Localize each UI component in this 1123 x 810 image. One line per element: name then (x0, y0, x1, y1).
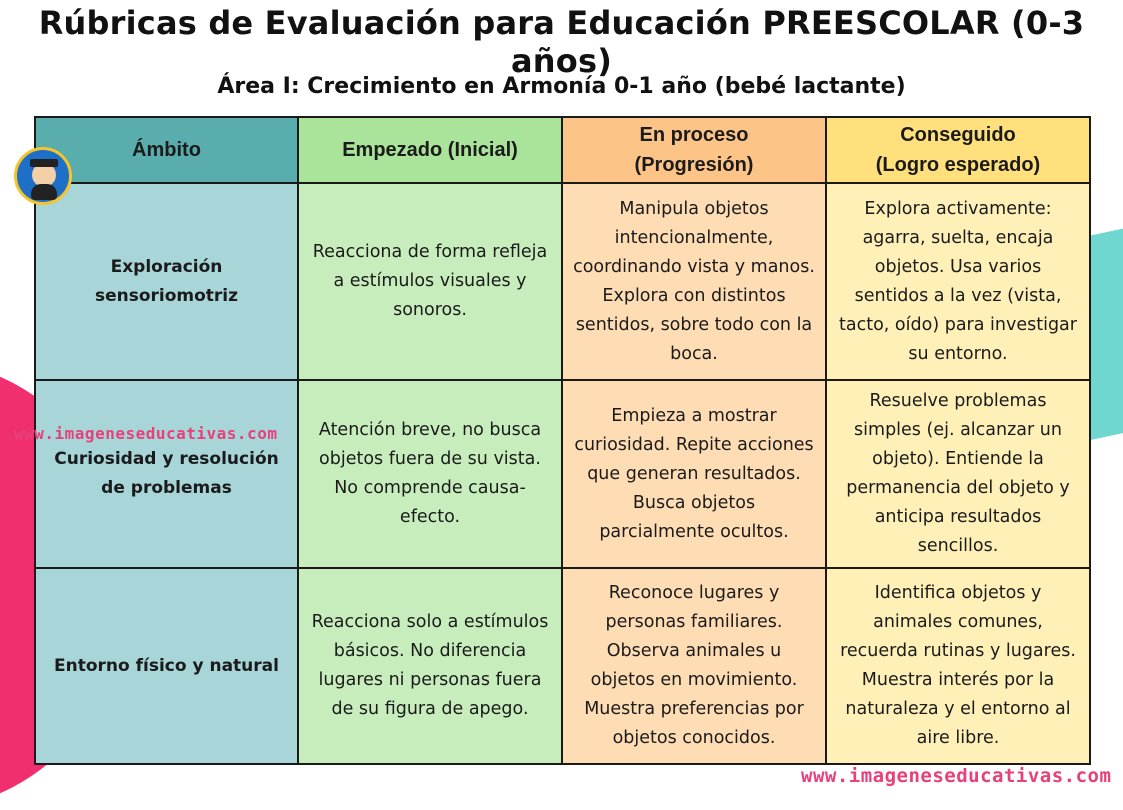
cell-conseguido: Resuelve problemas simples (ej. alcanzar un objeto). Entiende la permanencia del objeto y anticipa resultados sencillos. (826, 380, 1090, 568)
logo-body-shape (31, 184, 57, 200)
table-row (35, 183, 1090, 380)
header-conseguido (826, 117, 1090, 183)
header-empezado: Empezado (Inicial) (298, 117, 562, 183)
header-conseguido-line1: Conseguido (900, 124, 1016, 146)
watermark-text: www.imageneseducativas.com (14, 424, 278, 443)
cell-conseguido: Explora activamente: agarra, suelta, encaja objetos. Usa varios sentidos a la vez (vista, tacto, oído) para investigar su entorno. (826, 183, 1090, 380)
header-conseguido-line2: (Logro esperado) (875, 154, 1041, 176)
page-subtitle: Área I: Crecimiento en Armonía 0-1 año (bebé lactante) (217, 74, 906, 99)
cell-empezado: Reacciona de forma refleja a estímulos visuales y sonoros. (298, 183, 562, 380)
logo-hat-shape (30, 159, 58, 167)
header-ambito: Ámbito (35, 117, 298, 183)
cell-ambito: Exploración sensoriomotriz (35, 183, 298, 380)
header-en-proceso (562, 117, 826, 183)
page-title: Rúbricas de Evaluación para Educación PREESCOLAR (0-3 años) (38, 4, 1085, 80)
header-en-proceso-line1: En proceso (639, 124, 749, 146)
teacher-logo-icon (14, 147, 72, 205)
cell-en-proceso: Manipula objetos intencionalmente, coordinando vista y manos. Explora con distintos sentidos, sobre todo con la boca. (562, 183, 826, 380)
cell-ambito: Entorno físico y natural (35, 568, 298, 764)
cell-en-proceso: Empieza a mostrar curiosidad. Repite acciones que generan resultados. Busca objetos parcialmente ocultos. (562, 380, 826, 568)
table-row (35, 380, 1090, 568)
cell-conseguido: Identifica objetos y animales comunes, recuerda rutinas y lugares. Muestra interés por la naturaleza y el entorno al aire libre. (826, 568, 1090, 764)
cell-en-proceso: Reconoce lugares y personas familiares. Observa animales u objetos en movimiento. Muestra preferencias por objetos conocidos. (562, 568, 826, 764)
table-header-row (35, 117, 1090, 183)
header-en-proceso-line2: (Progresión) (634, 154, 754, 176)
cell-empezado: Atención breve, no busca objetos fuera de su vista. No comprende causa-efecto. (298, 380, 562, 568)
table-row (35, 568, 1090, 764)
cell-empezado: Reacciona solo a estímulos básicos. No diferencia lugares ni personas fuera de su figura de apego. (298, 568, 562, 764)
cell-ambito: Curiosidad y resolución de problemas (35, 380, 298, 568)
footer-watermark-link[interactable]: www.imageneseducativas.com (801, 765, 1112, 787)
